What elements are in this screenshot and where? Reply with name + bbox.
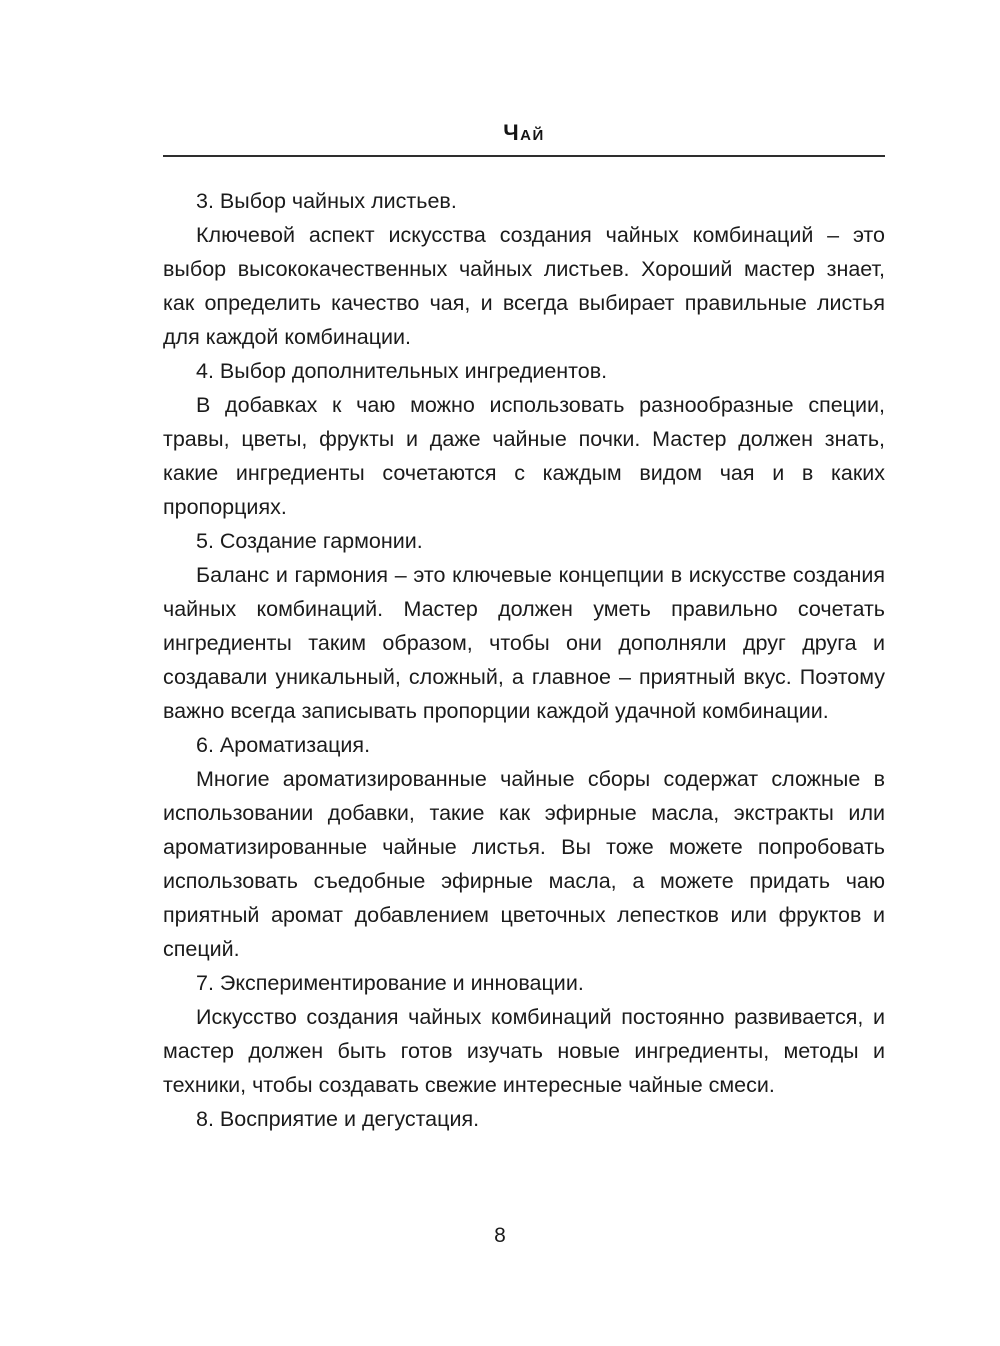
paragraph: 8. Восприятие и дегустация. <box>196 1107 480 1131</box>
header-rule <box>163 155 885 157</box>
running-head-title: Чай <box>503 120 545 145</box>
paragraph: Многие ароматизированные чайные сборы содержат сложные в использовании добавки, такие как эфирные масла, экстракты или ароматизированные чайные листья. Вы тоже можете попробовать использовать съедобные эфирные масла, а можете придать чаю приятный аромат добавлением цветочных лепестков или фруктов и специй. <box>163 767 885 961</box>
paragraph: Баланс и гармония – это ключевые концепции в искусстве создания чайных комбинаций. Мастер должен уметь правильно сочетать ингредиенты таким образом, чтобы они дополняли друг друга и создавали уникальный, сложный, а главное – приятный вкус. Поэтому важно всегда записывать пропорции каждой удачной комбинации. <box>163 563 885 723</box>
paragraph: 6. Ароматизация. <box>196 733 371 757</box>
paragraph: Ключевой аспект искусства создания чайных комбинаций – это выбор высококачественных чайных листьев. Хороший мастер знает, как определить качество чая, и всегда выбирает правильные листья для каждой комбинации. <box>163 223 885 349</box>
paragraph: 3. Выбор чайных листьев. <box>196 189 457 213</box>
page-content-column <box>163 120 885 1136</box>
paragraph: 4. Выбор дополнительных ингредиентов. <box>196 359 608 383</box>
page-body-text <box>163 184 885 1136</box>
paragraph: 5. Создание гармонии. <box>196 529 423 553</box>
paragraph: Искусство создания чайных комбинаций постоянно развивается, и мастер должен быть готов изучать новые ингредиенты, методы и техники, чтобы создавать свежие интересные чайные смеси. <box>163 1005 885 1097</box>
page-number: 8 <box>494 1224 506 1247</box>
paragraph: В добавках к чаю можно использовать разнообразные специи, травы, цветы, фрукты и даже чайные почки. Мастер должен знать, какие ингредиенты сочетаются с каждым видом чая и в каких пропорциях. <box>163 393 885 519</box>
paragraph: 7. Экспериментирование и инновации. <box>196 971 584 995</box>
